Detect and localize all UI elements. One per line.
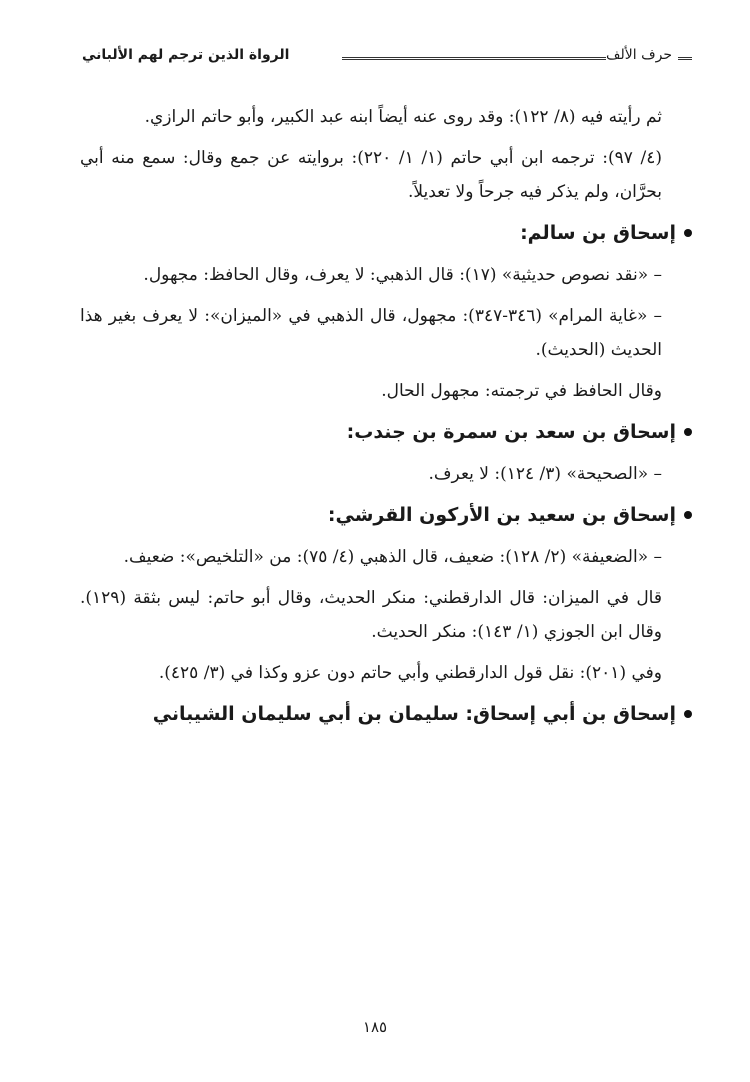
paragraph: – «الضعيفة» (٢/ ١٢٨): ضعيف، قال الذهبي (٤/ ٧٥): من «التلخيص»: ضعيف. <box>123 547 662 567</box>
bullet-icon <box>684 428 692 436</box>
header-rule-middle <box>342 57 606 60</box>
paragraph: وقال الحافظ في ترجمته: مجهول الحال. <box>381 381 662 401</box>
header-rule-right <box>678 57 692 60</box>
header-section-title: حرف الألف <box>606 47 672 63</box>
running-header <box>82 44 692 72</box>
paragraph: وفي (٢٠١): نقل قول الدارقطني وأبي حاتم دون عزو وكذا في (٣/ ٤٢٥). <box>158 663 662 683</box>
entry-title: إسحاق بن سعيد بن الأركون القرشي: <box>327 504 676 526</box>
paragraph: – «الصحيحة» (٣/ ١٢٤): لا يعرف. <box>428 464 662 484</box>
paragraph: – «نقد نصوص حديثية» (١٧): قال الذهبي: لا يعرف، وقال الحافظ: مجهول. <box>143 265 662 285</box>
bullet-icon <box>684 229 692 237</box>
narrator-entry-heading <box>80 216 692 250</box>
entry-title: إسحاق بن سعد بن سمرة بن جندب: <box>346 421 676 443</box>
page-body <box>80 100 680 739</box>
bullet-icon <box>684 511 692 519</box>
narrator-entry-heading <box>80 415 692 449</box>
header-book-title: الرواة الذين ترجم لهم الألباني <box>82 47 290 63</box>
entry-title: إسحاق بن سالم: <box>520 222 676 244</box>
narrator-entry-heading <box>80 697 692 731</box>
bullet-icon <box>684 710 692 718</box>
paragraph: ثم رأيته فيه (٨/ ١٢٢): وقد روى عنه أيضاً ابنه عبد الكبير، وأبو حاتم الرازي. <box>144 107 662 127</box>
page-number: ١٨٥ <box>362 1018 388 1036</box>
paragraph: قال في الميزان: قال الدارقطني: منكر الحديث، وقال أبو حاتم: ليس بثقة (١٢٩). وقال ابن الجوزي (١/ ١٤٣): منكر الحديث. <box>80 588 662 642</box>
narrator-entry-heading <box>80 498 692 532</box>
paragraph: – «غاية المرام» (٣٤٦-٣٤٧): مجهول، قال الذهبي في «الميزان»: لا يعرف بغير هذا الحديث (الحديث). <box>80 306 662 360</box>
paragraph: (٤/ ٩٧): ترجمه ابن أبي حاتم (١/ ١/ ٢٢٠): بروايته عن جمع وقال: سمع منه أبي بحرَّان، ولم يذكر فيه جرحاً ولا تعديلاً. <box>80 148 662 202</box>
entry-title: إسحاق بن أبي إسحاق: سليمان بن أبي سليمان الشيباني <box>152 703 676 725</box>
